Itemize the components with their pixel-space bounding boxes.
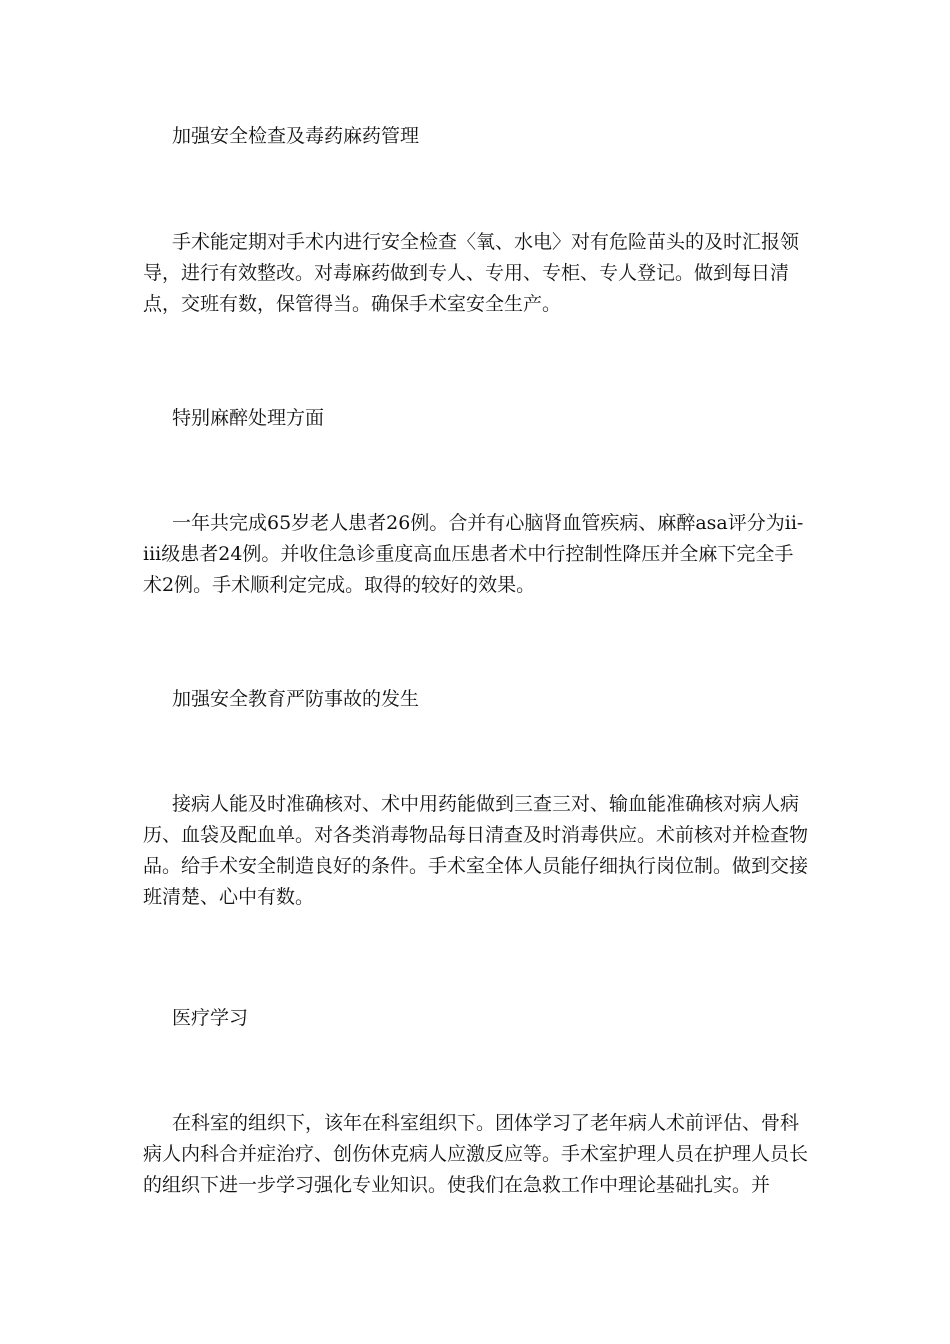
section-heading-medical-study: 医疗学习 bbox=[172, 1007, 249, 1029]
section-paragraph-safety-inspection: 手术能定期对手术内进行安全检查〈氧、水电〉对有危险苗头的及时汇报领导，进行有效整改。对毒麻药做到专人、专用、专柜、专人登记。做到每日清点，交班有数，保管得当。确保手术室安全生产。 bbox=[143, 231, 800, 315]
section-heading-safety-inspection: 加强安全检查及毒药麻药管理 bbox=[172, 125, 420, 147]
section-heading-special-anesthesia: 特别麻醉处理方面 bbox=[172, 407, 325, 429]
section-paragraph-special-anesthesia: 一年共完成65岁老人患者26例。合并有心脑肾血管疾病、麻醉asa评分为ii-iii级患者24例。并收住急诊重度高血压患者术中行控制性降压并全麻下完全手术2例。手术顺利定完成。取得的较好的效果。 bbox=[143, 512, 804, 596]
section-paragraph-safety-education: 接病人能及时准确核对、术中用药能做到三查三对、输血能准确核对病人病历、血袋及配血单。对各类消毒物品每日清查及时消毒供应。术前核对并检查物品。给手术安全制造良好的条件。手术室全体人员能仔细执行岗位制。做到交接班清楚、心中有数。 bbox=[143, 793, 809, 908]
section-paragraph-medical-study: 在科室的组织下，该年在科室组织下。团体学习了老年病人术前评估、骨科病人内科合并症治疗、创伤休克病人应激反应等。手术室护理人员在护理人员长的组织下进一步学习强化专业知识。使我们在急救工作中理论基础扎实。并 bbox=[143, 1112, 809, 1196]
section-heading-safety-education: 加强安全教育严防事故的发生 bbox=[172, 688, 420, 710]
